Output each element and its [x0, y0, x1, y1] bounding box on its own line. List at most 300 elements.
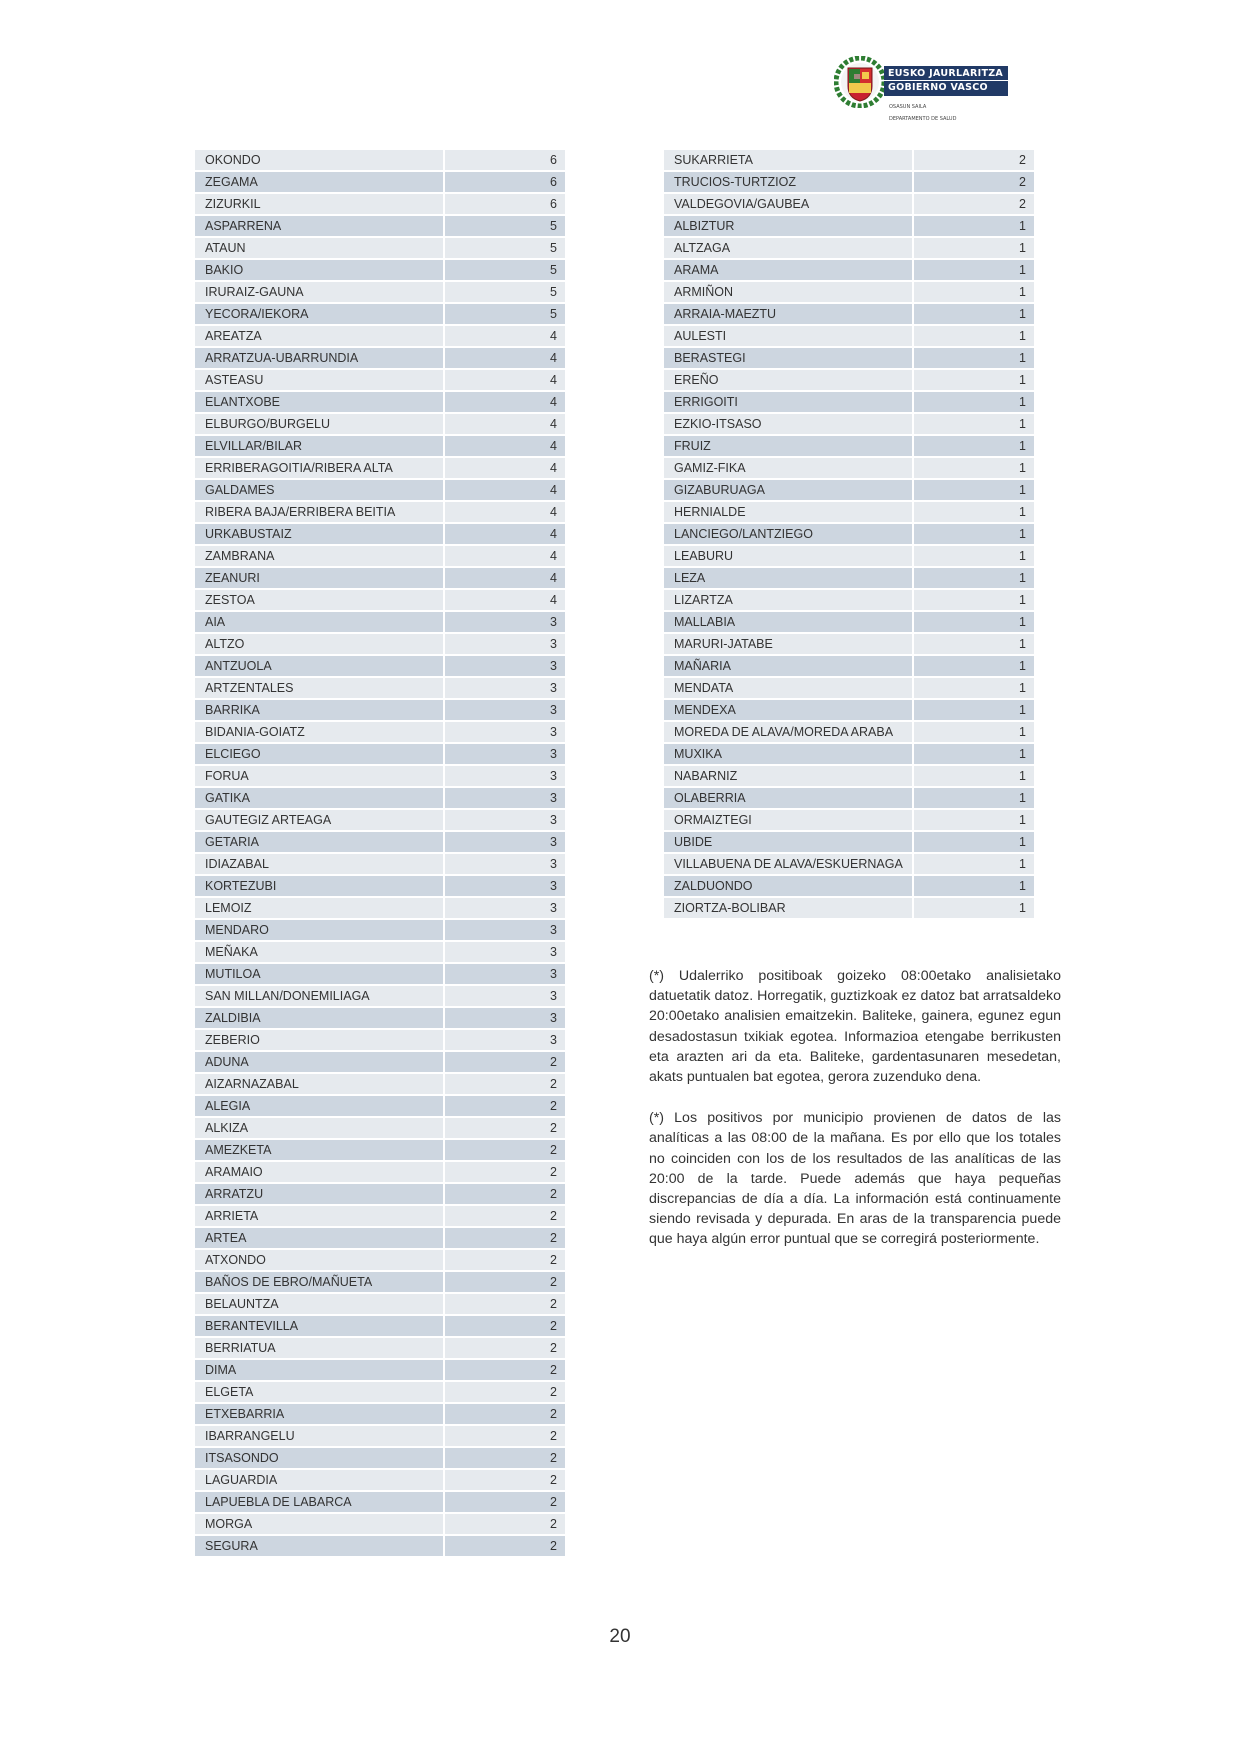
table-row [195, 1008, 565, 1030]
municipality-name: ATAUN [195, 238, 443, 260]
municipality-name: VILLABUENA DE ALAVA/ESKUERNAGA [664, 854, 912, 876]
municipality-name: YECORA/IEKORA [195, 304, 443, 326]
positive-count: 6 [445, 194, 565, 216]
positive-count: 3 [445, 634, 565, 656]
municipality-name: OKONDO [195, 150, 443, 172]
municipality-name: ITSASONDO [195, 1448, 443, 1470]
positive-count: 1 [914, 392, 1034, 414]
municipality-name: ELGETA [195, 1382, 443, 1404]
positive-count: 1 [914, 832, 1034, 854]
municipality-name: FRUIZ [664, 436, 912, 458]
table-row [664, 238, 1034, 260]
table-row [195, 590, 565, 612]
table-row [195, 1140, 565, 1162]
positive-count: 3 [445, 722, 565, 744]
positive-count: 3 [445, 920, 565, 942]
table-row [195, 986, 565, 1008]
positive-count: 2 [445, 1382, 565, 1404]
table-row [664, 524, 1034, 546]
table-row [195, 678, 565, 700]
table-row [195, 414, 565, 436]
table-row [195, 788, 565, 810]
table-row [195, 1316, 565, 1338]
table-row [195, 480, 565, 502]
municipality-name: MORGA [195, 1514, 443, 1536]
positive-count: 2 [445, 1338, 565, 1360]
positive-count: 1 [914, 436, 1034, 458]
positive-count: 2 [445, 1140, 565, 1162]
municipality-name: KORTEZUBI [195, 876, 443, 898]
municipality-name: ARAMAIO [195, 1162, 443, 1184]
municipality-name: ANTZUOLA [195, 656, 443, 678]
page-number: 20 [609, 1626, 631, 1647]
table-row [195, 854, 565, 876]
positive-count: 1 [914, 612, 1034, 634]
positive-count: 2 [914, 194, 1034, 216]
table-row [664, 436, 1034, 458]
municipality-name: RIBERA BAJA/ERRIBERA BEITIA [195, 502, 443, 524]
positive-count: 2 [445, 1536, 565, 1558]
positive-count: 2 [445, 1162, 565, 1184]
table-row [195, 1404, 565, 1426]
municipality-table-left [193, 150, 567, 1558]
municipality-name: MENDATA [664, 678, 912, 700]
table-row [664, 722, 1034, 744]
table-row [664, 766, 1034, 788]
positive-count: 5 [445, 216, 565, 238]
table-row [195, 150, 565, 172]
municipality-name: ZEBERIO [195, 1030, 443, 1052]
municipality-name: ARRAIA-MAEZTU [664, 304, 912, 326]
positive-count: 2 [445, 1448, 565, 1470]
logo-subtitle-2: DEPARTAMENTO DE SALUD [889, 116, 957, 122]
positive-count: 2 [445, 1272, 565, 1294]
positive-count: 4 [445, 392, 565, 414]
positive-count: 5 [445, 304, 565, 326]
table-row [664, 634, 1034, 656]
municipality-name: ORMAIZTEGI [664, 810, 912, 832]
municipality-name: ELANTXOBE [195, 392, 443, 414]
gobierno-vasco-logo [834, 56, 1014, 126]
table-row [195, 942, 565, 964]
table-row [195, 898, 565, 920]
table-row [195, 1514, 565, 1536]
municipality-name: MARURI-JATABE [664, 634, 912, 656]
municipality-name: MENDEXA [664, 700, 912, 722]
municipality-name: SUKARRIETA [664, 150, 912, 172]
positive-count: 2 [445, 1492, 565, 1514]
municipality-name: ARTEA [195, 1228, 443, 1250]
positive-count: 4 [445, 326, 565, 348]
positive-count: 1 [914, 370, 1034, 392]
municipality-name: OLABERRIA [664, 788, 912, 810]
municipality-name: ALKIZA [195, 1118, 443, 1140]
table-row [195, 1426, 565, 1448]
table-row [195, 1118, 565, 1140]
table-row [195, 832, 565, 854]
positive-count: 2 [445, 1118, 565, 1140]
positive-count: 1 [914, 722, 1034, 744]
municipality-name: BAÑOS DE EBRO/MAÑUETA [195, 1272, 443, 1294]
table-row [195, 1206, 565, 1228]
table-row [195, 502, 565, 524]
municipality-name: LIZARTZA [664, 590, 912, 612]
table-row [664, 260, 1034, 282]
municipality-name: BARRIKA [195, 700, 443, 722]
municipality-name: ZIZURKIL [195, 194, 443, 216]
municipality-name: LANCIEGO/LANTZIEGO [664, 524, 912, 546]
table-row [664, 568, 1034, 590]
table-row [195, 612, 565, 634]
positive-count: 2 [445, 1404, 565, 1426]
positive-count: 2 [914, 150, 1034, 172]
municipality-name: ZIORTZA-BOLIBAR [664, 898, 912, 920]
table-row [664, 590, 1034, 612]
positive-count: 1 [914, 524, 1034, 546]
municipality-name: MUTILOA [195, 964, 443, 986]
municipality-name: ETXEBARRIA [195, 1404, 443, 1426]
municipality-name: ALTZO [195, 634, 443, 656]
municipality-name: TRUCIOS-TURTZIOZ [664, 172, 912, 194]
municipality-name: GAMIZ-FIKA [664, 458, 912, 480]
municipality-name: MEÑAKA [195, 942, 443, 964]
table-row [195, 1096, 565, 1118]
municipality-name: ZALDUONDO [664, 876, 912, 898]
positive-count: 4 [445, 458, 565, 480]
positive-count: 1 [914, 788, 1034, 810]
municipality-name: AREATZA [195, 326, 443, 348]
positive-count: 1 [914, 480, 1034, 502]
municipality-name: GIZABURUAGA [664, 480, 912, 502]
positive-count: 4 [445, 348, 565, 370]
positive-count: 3 [445, 986, 565, 1008]
positive-count: 6 [445, 172, 565, 194]
municipality-name: BAKIO [195, 260, 443, 282]
footnote-basque: (*) Udalerriko positiboak goizeko 08:00etako analisietako datuetatik datoz. Horregatik, guztizkoak ez datoz bat arratsaldeko 20:00etako analisien emaitzekin. Baliteke, gainera, egunez egun desadostasun txikiak egotea. Informazioa etengabe berrikusten eta arazten ari da eta. Baliteke, gardentasunaren mesedetan, akats puntualen bat egotea, gerora zuzenduko dena. [649, 968, 1061, 1086]
positive-count: 2 [445, 1206, 565, 1228]
positive-count: 3 [445, 788, 565, 810]
positive-count: 1 [914, 546, 1034, 568]
municipality-name: URKABUSTAIZ [195, 524, 443, 546]
table-row [195, 1162, 565, 1184]
positive-count: 1 [914, 216, 1034, 238]
municipality-name: GALDAMES [195, 480, 443, 502]
municipality-name: ERRIGOITI [664, 392, 912, 414]
municipality-table-right [662, 150, 1036, 920]
table-row [195, 1360, 565, 1382]
table-row [195, 194, 565, 216]
positive-count: 1 [914, 414, 1034, 436]
municipality-name: MALLABIA [664, 612, 912, 634]
positive-count: 4 [445, 480, 565, 502]
table-row [195, 920, 565, 942]
table-row [664, 414, 1034, 436]
municipality-name: LEMOIZ [195, 898, 443, 920]
positive-count: 5 [445, 260, 565, 282]
table-row [195, 1470, 565, 1492]
table-row [195, 1294, 565, 1316]
positive-count: 1 [914, 876, 1034, 898]
municipality-name: BERANTEVILLA [195, 1316, 443, 1338]
positive-count: 2 [445, 1426, 565, 1448]
municipality-name: AULESTI [664, 326, 912, 348]
municipality-name: ZESTOA [195, 590, 443, 612]
table-row [195, 348, 565, 370]
positive-count: 3 [445, 810, 565, 832]
positive-count: 4 [445, 414, 565, 436]
positive-count: 1 [914, 590, 1034, 612]
table-row [195, 722, 565, 744]
municipality-name: BERASTEGI [664, 348, 912, 370]
municipality-name: ALBIZTUR [664, 216, 912, 238]
municipality-name: HERNIALDE [664, 502, 912, 524]
positive-count: 1 [914, 304, 1034, 326]
positive-count: 4 [445, 524, 565, 546]
municipality-name: ARRATZU [195, 1184, 443, 1206]
positive-count: 6 [445, 150, 565, 172]
municipality-name: MUXIKA [664, 744, 912, 766]
table-row [195, 1074, 565, 1096]
table-row [664, 150, 1034, 172]
logo-line-1: EUSKO JAURLARITZA [888, 68, 1004, 79]
table-row [195, 656, 565, 678]
positive-count: 1 [914, 568, 1034, 590]
municipality-name: ZALDIBIA [195, 1008, 443, 1030]
table-row [195, 744, 565, 766]
table-row [664, 788, 1034, 810]
table-row [195, 876, 565, 898]
table-row [664, 282, 1034, 304]
table-row [664, 480, 1034, 502]
municipality-name: AMEZKETA [195, 1140, 443, 1162]
municipality-name: BIDANIA-GOIATZ [195, 722, 443, 744]
municipality-name: LEABURU [664, 546, 912, 568]
positive-count: 3 [445, 832, 565, 854]
positive-count: 3 [445, 700, 565, 722]
table-row [195, 238, 565, 260]
positive-count: 1 [914, 898, 1034, 920]
table-row [664, 612, 1034, 634]
municipality-name: EREÑO [664, 370, 912, 392]
table-row [664, 370, 1034, 392]
table-row [195, 964, 565, 986]
table-row [195, 1492, 565, 1514]
logo-subtitle-1: OSASUN SAILA [889, 104, 927, 110]
positive-count: 2 [445, 1052, 565, 1074]
positive-count: 1 [914, 634, 1034, 656]
table-row [195, 1382, 565, 1404]
positive-count: 2 [445, 1470, 565, 1492]
table-row [664, 656, 1034, 678]
positive-count: 1 [914, 854, 1034, 876]
positive-count: 3 [445, 876, 565, 898]
table-row [664, 744, 1034, 766]
table-row [195, 1338, 565, 1360]
table-row [195, 1536, 565, 1558]
positive-count: 3 [445, 898, 565, 920]
municipality-name: BERRIATUA [195, 1338, 443, 1360]
table-row [195, 1030, 565, 1052]
positive-count: 4 [445, 436, 565, 458]
municipality-name: ARAMA [664, 260, 912, 282]
municipality-name: ALTZAGA [664, 238, 912, 260]
logo-banner [884, 66, 1008, 96]
positive-count: 1 [914, 282, 1034, 304]
table-row [664, 898, 1034, 920]
municipality-name: AIA [195, 612, 443, 634]
municipality-name: VALDEGOVIA/GAUBEA [664, 194, 912, 216]
municipality-name: AIZARNAZABAL [195, 1074, 443, 1096]
municipality-name: ADUNA [195, 1052, 443, 1074]
municipality-name: IBARRANGELU [195, 1426, 443, 1448]
positive-count: 1 [914, 678, 1034, 700]
positive-count: 5 [445, 282, 565, 304]
positive-count: 3 [445, 854, 565, 876]
footnote-spanish: (*) Los positivos por municipio provienen de datos de las analíticas a las 08:00 de la mañana. Es por ello que los totales no coinciden con los de los resultados de las analíticas de las 20:00 de la tarde. Puede además que haya pequeñas discrepancias de día a día. La información está continuamente siendo revisada y depurada. En aras de la transparencia puede que haya algún error puntual que se corregirá posteriormente. [649, 1110, 1061, 1248]
positive-count: 4 [445, 546, 565, 568]
municipality-name: SEGURA [195, 1536, 443, 1558]
municipality-name: MENDARO [195, 920, 443, 942]
positive-count: 1 [914, 260, 1034, 282]
table-row [195, 370, 565, 392]
municipality-name: IRURAIZ-GAUNA [195, 282, 443, 304]
table-row [664, 216, 1034, 238]
positive-count: 2 [445, 1294, 565, 1316]
table-row [664, 546, 1034, 568]
table-row [664, 832, 1034, 854]
table-row [195, 524, 565, 546]
municipality-name: GATIKA [195, 788, 443, 810]
municipality-name: ATXONDO [195, 1250, 443, 1272]
municipality-name: NABARNIZ [664, 766, 912, 788]
table-row [664, 392, 1034, 414]
municipality-name: ELBURGO/BURGELU [195, 414, 443, 436]
table-row [195, 326, 565, 348]
municipality-name: GAUTEGIZ ARTEAGA [195, 810, 443, 832]
table-row [195, 392, 565, 414]
positive-count: 1 [914, 458, 1034, 480]
positive-count: 4 [445, 502, 565, 524]
table-row [664, 172, 1034, 194]
municipality-name: ARRATZUA-UBARRUNDIA [195, 348, 443, 370]
municipality-name: ARMIÑON [664, 282, 912, 304]
table-row [195, 282, 565, 304]
footnotes [649, 966, 1061, 1271]
positive-count: 3 [445, 612, 565, 634]
positive-count: 1 [914, 238, 1034, 260]
table-row [664, 194, 1034, 216]
table-row [664, 876, 1034, 898]
positive-count: 1 [914, 700, 1034, 722]
municipality-name: GETARIA [195, 832, 443, 854]
positive-count: 1 [914, 348, 1034, 370]
table-row [195, 304, 565, 326]
table-row [195, 436, 565, 458]
positive-count: 4 [445, 568, 565, 590]
municipality-name: ALEGIA [195, 1096, 443, 1118]
municipality-name: ARTZENTALES [195, 678, 443, 700]
coat-of-arms-icon [834, 56, 886, 108]
table-row [664, 304, 1034, 326]
table-row [664, 348, 1034, 370]
table-row [195, 1228, 565, 1250]
positive-count: 1 [914, 326, 1034, 348]
positive-count: 2 [445, 1360, 565, 1382]
positive-count: 3 [445, 656, 565, 678]
municipality-name: LAPUEBLA DE LABARCA [195, 1492, 443, 1514]
positive-count: 1 [914, 656, 1034, 678]
table-row [195, 1448, 565, 1470]
positive-count: 3 [445, 942, 565, 964]
positive-count: 3 [445, 766, 565, 788]
positive-count: 4 [445, 590, 565, 612]
municipality-name: ELVILLAR/BILAR [195, 436, 443, 458]
table-row [195, 260, 565, 282]
positive-count: 1 [914, 502, 1034, 524]
positive-count: 1 [914, 810, 1034, 832]
municipality-name: ASTEASU [195, 370, 443, 392]
positive-count: 4 [445, 370, 565, 392]
table-row [195, 458, 565, 480]
positive-count: 2 [914, 172, 1034, 194]
municipality-name: BELAUNTZA [195, 1294, 443, 1316]
positive-count: 3 [445, 1008, 565, 1030]
table-row [664, 700, 1034, 722]
positive-count: 2 [445, 1250, 565, 1272]
table-row [664, 458, 1034, 480]
municipality-name: ASPARRENA [195, 216, 443, 238]
positive-count: 3 [445, 1030, 565, 1052]
municipality-name: FORUA [195, 766, 443, 788]
positive-count: 2 [445, 1228, 565, 1250]
table-row [195, 568, 565, 590]
positive-count: 2 [445, 1074, 565, 1096]
positive-count: 3 [445, 678, 565, 700]
positive-count: 1 [914, 744, 1034, 766]
table-row [664, 326, 1034, 348]
municipality-name: MOREDA DE ALAVA/MOREDA ARABA [664, 722, 912, 744]
table-row [195, 216, 565, 238]
table-row [195, 700, 565, 722]
positive-count: 2 [445, 1514, 565, 1536]
municipality-name: LEZA [664, 568, 912, 590]
table-row [664, 854, 1034, 876]
positive-count: 2 [445, 1096, 565, 1118]
table-row [195, 1250, 565, 1272]
municipality-name: ZAMBRANA [195, 546, 443, 568]
table-row [664, 810, 1034, 832]
table-row [195, 634, 565, 656]
municipality-name: IDIAZABAL [195, 854, 443, 876]
logo-line-2: GOBIERNO VASCO [888, 82, 988, 93]
table-row [664, 678, 1034, 700]
municipality-name: LAGUARDIA [195, 1470, 443, 1492]
positive-count: 2 [445, 1184, 565, 1206]
table-row [195, 172, 565, 194]
positive-count: 1 [914, 766, 1034, 788]
municipality-name: DIMA [195, 1360, 443, 1382]
municipality-name: UBIDE [664, 832, 912, 854]
positive-count: 5 [445, 238, 565, 260]
municipality-name: ELCIEGO [195, 744, 443, 766]
table-row [195, 1052, 565, 1074]
municipality-name: EZKIO-ITSASO [664, 414, 912, 436]
municipality-name: SAN MILLAN/DONEMILIAGA [195, 986, 443, 1008]
table-row [664, 502, 1034, 524]
municipality-name: ARRIETA [195, 1206, 443, 1228]
municipality-name: ERRIBERAGOITIA/RIBERA ALTA [195, 458, 443, 480]
table-row [195, 1272, 565, 1294]
